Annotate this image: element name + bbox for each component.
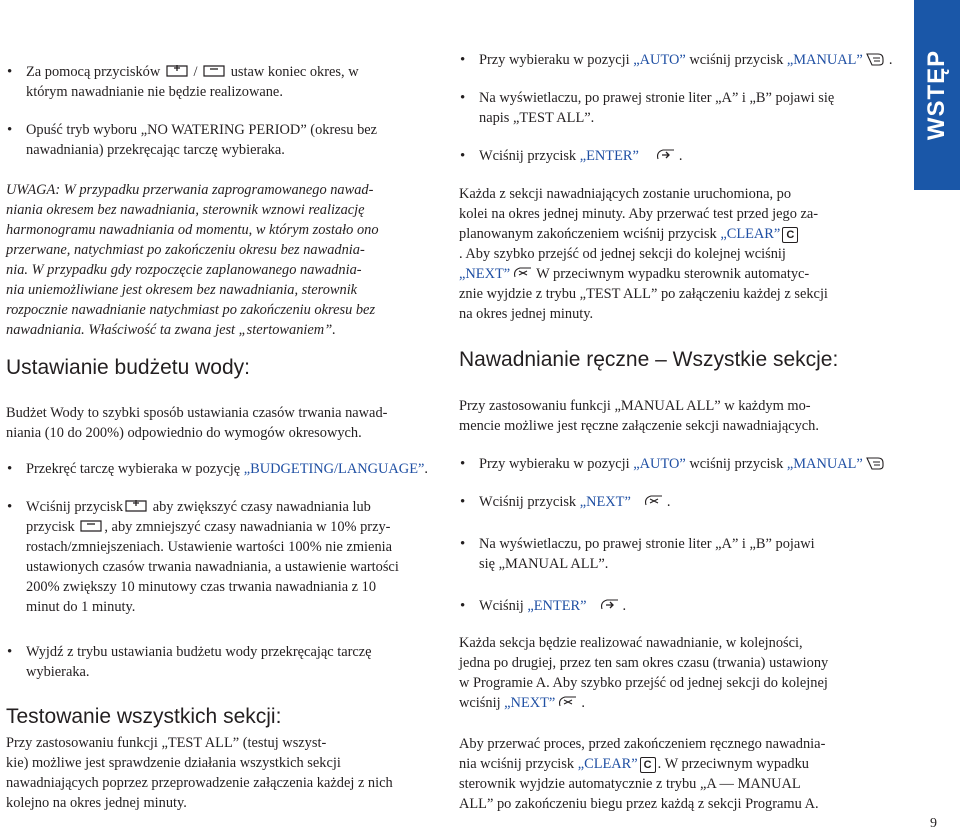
manual-hand-icon bbox=[864, 51, 888, 65]
bullet-press-next: • Wciśnij przycisk „NEXT” . bbox=[459, 492, 911, 512]
bullet-adjust-budget: • Wciśnij przycisk aby zwiększyć czasy nawadniania lub przycisk , aby zmniejszyć czasy nawadniania w 10% przy- rostach/zmniejszeniach. Ustawienie wartości 100% nie zmienia ustawionych czasów trwania nawadniania, a ustawienie wartości 200% zwiększy 10 minutowy czas trwania nawadniania z 10 minut do 1 minuty. bbox=[6, 497, 452, 617]
bullet-press-manual: • Przy wybieraku w pozycji „AUTO” wciśnij przycisk „MANUAL” . bbox=[459, 50, 911, 70]
bullet-exit-budget: • Wyjdź z trybu ustawiania budżetu wody przekręcając tarczę wybieraka. bbox=[6, 642, 452, 682]
plus-button-icon bbox=[165, 63, 189, 77]
water-budget-paragraph: Budżet Wody to szybki sposób ustawiania czasów trwania nawad- niania (10 do 200%) odpowiednio do wymogów okresowych. bbox=[6, 405, 388, 441]
section-tab-label: WSTĘP bbox=[923, 49, 950, 141]
bullet-press-manual-2: • Przy wybieraku w pozycji „AUTO” wciśnij przycisk „MANUAL” bbox=[459, 454, 911, 474]
plus-button-icon bbox=[124, 498, 148, 512]
heading-water-budget: Ustawianie budżetu wody: bbox=[6, 356, 250, 379]
clear-icon: C bbox=[782, 227, 798, 243]
enter-icon bbox=[654, 147, 678, 161]
bullet-press-enter-2: • Wciśnij „ENTER” . bbox=[459, 596, 911, 616]
bullet-set-end-period: • Za pomocą przycisków / ustaw koniec okres, w którym nawadnianie nie będzie realizowane. bbox=[6, 62, 452, 102]
heading-manual-all: Nawadnianie ręczne – Wszystkie sekcje: bbox=[459, 348, 839, 371]
clear-icon: C bbox=[640, 757, 656, 773]
enter-icon bbox=[598, 597, 622, 611]
note-warning: UWAGA: W przypadku przerwania zaprogramowanego nawad- niania okresem bez nawadniania, sterownik wznowi realizację harmonogramu nawadniania od momentu, w którym zostało ono przerwane, natychmiast po zakończeniu okresu bez nawadnia- nia. W przypadku gdy rozpoczęcie zaplanowanego nawadnia- nia uniemożliwiane jest okresem bez nawadniania, sterownik rozpocznie nawadnianie natychmiast po zakończeniu okresu bez nawadniania. Właściwość ta zwana jest „stertowaniem”. bbox=[6, 182, 379, 338]
bullet-exit-no-watering: • Opuść tryb wyboru „NO WATERING PERIOD” (okresu bez nawadniania) przekręcając tarczę wybieraka. bbox=[6, 120, 452, 160]
bullet-turn-dial-budgeting: • Przekręć tarczę wybieraka w pozycję „BUDGETING/LANGUAGE”. bbox=[6, 459, 452, 479]
minus-button-icon bbox=[202, 63, 226, 77]
bullet-press-enter: • Wciśnij przycisk „ENTER” . bbox=[459, 146, 911, 166]
bullet-display-manual-all: • Na wyświetlaczu, po prawej stronie liter „A” i „B” pojawi się „MANUAL ALL”. bbox=[459, 534, 911, 574]
next-icon bbox=[511, 265, 535, 279]
manual-all-paragraph: Przy zastosowaniu funkcji „MANUAL ALL” w każdym mo- mencie możliwe jest ręczne załączenie sekcji nawadniających. bbox=[459, 398, 819, 434]
test-all-paragraph: Przy zastosowaniu funkcji „TEST ALL” (testuj wszyst- kie) możliwe jest sprawdzenie działania wszystkich sekcji nawadniających poprzez przeprowadzenie załączenia każdej z nich kolejno na okres jednej minuty. bbox=[6, 735, 393, 811]
bullet-display-test-all: • Na wyświetlaczu, po prawej stronie liter „A” i „B” pojawi się napis „TEST ALL”. bbox=[459, 88, 911, 128]
manual-hand-icon bbox=[864, 455, 888, 469]
heading-test-all: Testowanie wszystkich sekcji: bbox=[6, 705, 282, 728]
minus-button-icon bbox=[79, 518, 103, 532]
page-number: 9 bbox=[930, 816, 937, 831]
test-all-description: Każda z sekcji nawadniających zostanie uruchomiona, po kolei na okres jednej minuty. Aby przerwać test przed jego za- planowanym zakończeniem wciśnij przycisk „CLEAR” C . Aby szybko przejść od jednej sekcji do kolejnej wciśnij „NEXT” W przeciwnym wypadku sterownik automatyc- znie wyjdzie z trybu „TEST ALL” po załączeniu każdej z sekcji na okres jednej minuty. bbox=[459, 186, 828, 322]
manual-all-stop-description: Aby przerwać proces, przed zakończeniem ręcznego nawadnia- nia wciśnij przycisk „CLEAR” C . W przeciwnym wypadku sterownik wyjdzie automatycznie z trybu „A — MANUAL ALL” po zakończeniu biegu przez każdą z sekcji Programu A. bbox=[459, 736, 826, 812]
section-tab bbox=[914, 0, 960, 190]
manual-all-description: Każda sekcja będzie realizować nawadnianie, w kolejności, jedna po drugiej, przez ten sam okres czasu (trwania) ustawiony w Programie A. Aby szybko przejść od jednej sekcji do kolejnej wciśnij „NEXT” . bbox=[459, 635, 829, 711]
next-icon bbox=[556, 694, 580, 708]
next-icon bbox=[642, 493, 666, 507]
